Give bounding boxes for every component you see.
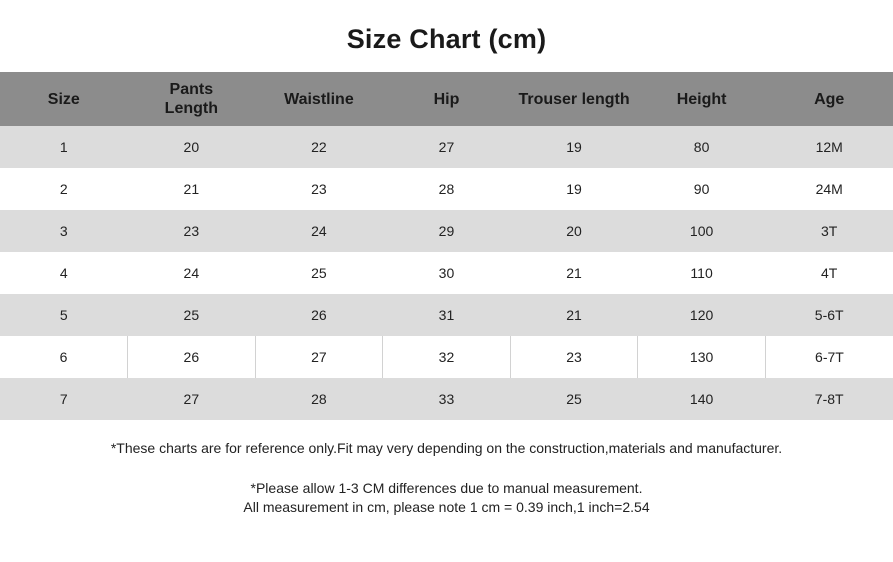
cell-height: 90	[638, 168, 766, 210]
cell-age: 24M	[765, 168, 893, 210]
cell-hip: 33	[383, 378, 511, 420]
cell-hip: 32	[383, 336, 511, 378]
cell-hip: 30	[383, 252, 511, 294]
cell-waistline: 24	[255, 210, 383, 252]
cell-trouser-length: 20	[510, 210, 638, 252]
table-row	[0, 336, 893, 378]
cell-trouser-length: 19	[510, 168, 638, 210]
cell-pants-length: 21	[128, 168, 256, 210]
cell-height: 140	[638, 378, 766, 420]
cell-size: 5	[0, 294, 128, 336]
reference-note: *These charts are for reference only.Fit may very depending on the construction,materials and manufacturer.	[110, 440, 783, 456]
cell-age: 4T	[765, 252, 893, 294]
cell-waistline: 28	[255, 378, 383, 420]
table-row	[0, 126, 893, 168]
table-row	[0, 168, 893, 210]
cell-height: 100	[638, 210, 766, 252]
cell-age: 12M	[765, 126, 893, 168]
cell-pants-length: 27	[128, 378, 256, 420]
cell-trouser-length: 19	[510, 126, 638, 168]
cell-size: 1	[0, 126, 128, 168]
column-header-pants-length-label: Pants Length	[164, 81, 218, 117]
cell-trouser-length: 23	[510, 336, 638, 378]
cell-waistline: 22	[255, 126, 383, 168]
table-row	[0, 294, 893, 336]
size-chart-table	[0, 72, 893, 420]
column-header-pants-length	[128, 72, 256, 126]
cell-waistline: 26	[255, 294, 383, 336]
cell-pants-length: 24	[128, 252, 256, 294]
cell-size: 3	[0, 210, 128, 252]
cell-age: 5-6T	[765, 294, 893, 336]
cell-height: 80	[638, 126, 766, 168]
column-header-height: Height	[638, 72, 766, 126]
cell-age: 7-8T	[765, 378, 893, 420]
cell-pants-length: 26	[128, 336, 256, 378]
column-header-size: Size	[0, 72, 128, 126]
column-header-hip: Hip	[383, 72, 511, 126]
cell-height: 110	[638, 252, 766, 294]
table-row	[0, 210, 893, 252]
column-header-trouser-length: Trouser length	[510, 72, 638, 126]
cell-trouser-length: 21	[510, 294, 638, 336]
table-row	[0, 252, 893, 294]
cell-hip: 31	[383, 294, 511, 336]
cell-hip: 28	[383, 168, 511, 210]
cell-trouser-length: 25	[510, 378, 638, 420]
cell-pants-length: 23	[128, 210, 256, 252]
cell-hip: 27	[383, 126, 511, 168]
cell-trouser-length: 21	[510, 252, 638, 294]
cell-height: 130	[638, 336, 766, 378]
cell-waistline: 23	[255, 168, 383, 210]
cell-height: 120	[638, 294, 766, 336]
column-header-waistline: Waistline	[255, 72, 383, 126]
cell-pants-length: 25	[128, 294, 256, 336]
column-header-age: Age	[765, 72, 893, 126]
cell-size: 6	[0, 336, 128, 378]
cell-size: 7	[0, 378, 128, 420]
cell-pants-length: 20	[128, 126, 256, 168]
table-header-row	[0, 72, 893, 126]
cell-size: 2	[0, 168, 128, 210]
cell-hip: 29	[383, 210, 511, 252]
cell-waistline: 25	[255, 252, 383, 294]
cell-waistline: 27	[255, 336, 383, 378]
measurement-note	[0, 479, 893, 517]
difference-note: *Please allow 1-3 CM differences due to manual measurement.	[250, 480, 643, 496]
cell-size: 4	[0, 252, 128, 294]
cell-age: 6-7T	[765, 336, 893, 378]
table-row	[0, 378, 893, 420]
cell-age: 3T	[765, 210, 893, 252]
conversion-note: All measurement in cm, please note 1 cm = 0.39 inch,1 inch=2.54	[243, 499, 650, 515]
page-title: Size Chart (cm)	[346, 24, 547, 54]
